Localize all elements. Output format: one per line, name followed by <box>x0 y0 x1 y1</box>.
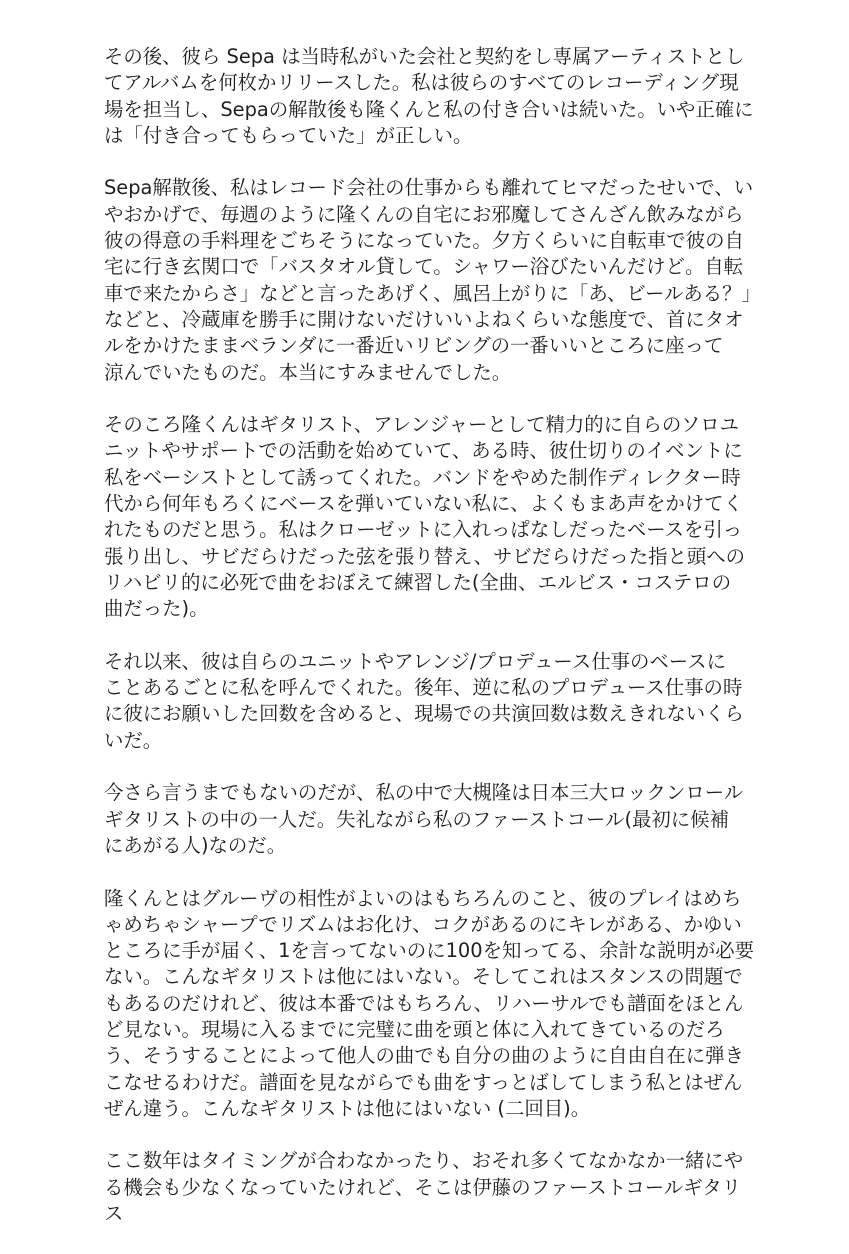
text-line: ことあるごとに私を呼んでくれた。後年、逆に私のプロデュース仕事の時 <box>104 676 743 700</box>
text-line: ど見ない。現場に入るまでに完璧に曲を頭と体に入れてきているのだろ <box>104 1017 725 1041</box>
paragraph <box>104 44 754 149</box>
text-line: それ以来、彼は自らのユニットやアレンジ/プロデュース仕事のベースに <box>104 649 726 673</box>
paragraph <box>104 1148 744 1227</box>
text-line: 私をベーシストとして誘ってくれた。バンドをやめた制作ディレクター時 <box>104 465 741 489</box>
text-line: そのころ隆くんはギタリスト、アレンジャーとして精力的に自らのソロユ <box>104 413 740 437</box>
text-line: などと、冷蔵庫を勝手に開けないだけいいよねくらいな態度で、首にタオ <box>104 307 744 331</box>
text-line: 隆くんとはグルーヴの相性がよいのはもちろんのこと、彼のプレイはめち <box>104 886 742 910</box>
text-line: ない。こんなギタリストは他にはいない。そしてこれはスタンスの問題で <box>104 965 743 989</box>
text-line: ルをかけたままベランダに一番近いリビングの一番いいところに座って <box>104 334 724 358</box>
text-line: てアルバムを何枚かリリースした。私は彼らのすべてのレコーディング現 <box>104 71 739 95</box>
text-line: ところに手が届く、1を言ってないのに100を知ってる、余計な説明が必要 <box>104 939 755 963</box>
text-line: 張り出し、サビだらけだった弦を張り替え、サビだらけだった指と頭への <box>104 544 746 568</box>
text-line: 代から何年もろくにベースを弾いていない私に、よくもまあ声をかけてく <box>104 492 743 516</box>
text-line: 彼の得意の手料理をごちそうになっていた。夕方くらいに自転車で彼の自 <box>104 229 744 253</box>
text-line: ぜん違う。こんなギタリストは他にはいない (二回目)。 <box>104 1096 591 1120</box>
text-line: ニットやサポートでの活動を始めていて、ある時、彼仕切りのイベントに <box>104 439 743 463</box>
text-line: Sepa解散後、私はレコード会社の仕事からも離れてヒマだったせいで、い <box>104 176 754 200</box>
text-line: う、そうすることによって他人の曲でも自分の曲のように自由自在に弾き <box>104 1044 744 1068</box>
paragraph <box>104 412 744 622</box>
text-line: リハビリ的に必死で曲をおぼえて練習した(全曲、エルビス・コステロの <box>104 570 732 594</box>
text-line: 車で来たからさ」などと言ったあげく、風呂上がりに「あ、ビールある？」 <box>104 281 761 305</box>
paragraph <box>104 780 744 859</box>
text-line: ス <box>104 1202 124 1226</box>
text-line: 涼んでいたものだ。本当にすみませんでした。 <box>104 360 512 384</box>
text-line: 今さら言うまでもないのだが、私の中で大槻隆は日本三大ロックンロール <box>104 781 744 805</box>
text-line: れたものだと思う。私はクローゼットに入れっぱなしだったベースを引っ <box>104 518 743 542</box>
text-line: 場を担当し、Sepaの解散後も隆くんと私の付き合いは続いた。いや正確に <box>104 97 754 121</box>
text-line: ここ数年はタイミングが合わなかったり、おそれ多くてなかなか一緒にや <box>104 1149 744 1173</box>
text-line: は「付き合ってもらっていた」が正しい。 <box>104 123 473 147</box>
text-line: もあるのだけれど、彼は本番ではもちろん、リハーサルでも譜面をほとん <box>104 991 744 1015</box>
text-line: 宅に行き玄関口で「バスタオル貸して。シャワー浴びたいんだけど。自転 <box>104 255 744 279</box>
text-line: ゃめちゃシャープでリズムはお化け、コクがあるのにキレがある、かゆい <box>104 912 742 936</box>
text-line: やおかげで、毎週のように隆くんの自宅にお邪魔してさんざん飲みながら <box>104 202 744 226</box>
text-line: る機会も少なくなっていたけれど、そこは伊藤のファーストコールギタリ <box>104 1175 742 1199</box>
text-line: いだ。 <box>104 728 163 752</box>
text-line: こなせるわけだ。譜面を見ながらでも曲をすっとばしてしまう私とはぜん <box>104 1070 743 1094</box>
paragraph <box>104 649 744 754</box>
text-line: その後、彼ら Sepa は当時私がいた会社と契約をし専属アーティストとし <box>104 45 745 68</box>
text-line: ギタリストの中の一人だ。失礼ながら私のファーストコール(最初に候補 <box>104 807 729 831</box>
paragraph <box>104 175 761 385</box>
text-line: 曲だった)。 <box>104 597 209 621</box>
paragraph <box>104 886 755 1123</box>
text-line: にあがる人)なのだ。 <box>104 833 287 857</box>
text-line: に彼にお願いした回数を含めると、現場での共演回数は数えきれないくら <box>104 702 744 726</box>
document-body <box>104 44 761 1254</box>
